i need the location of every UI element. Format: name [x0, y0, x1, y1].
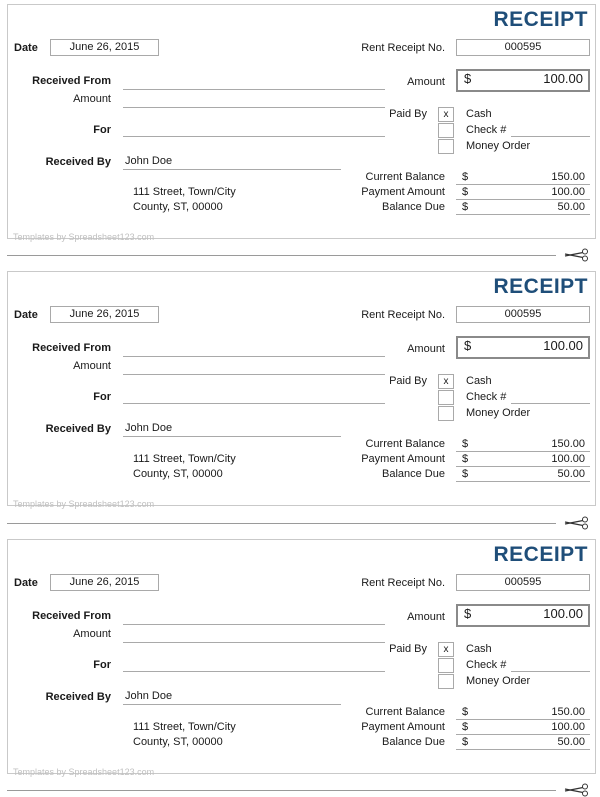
- amount-value: 100.00: [543, 71, 583, 86]
- paid-by-label: Paid By: [389, 108, 427, 120]
- amount-label: Amount: [407, 611, 445, 623]
- amount-in-words-line[interactable]: [123, 107, 385, 108]
- date-label: Date: [14, 577, 38, 589]
- amount-field[interactable]: [456, 604, 590, 627]
- check-number-line[interactable]: [511, 136, 590, 137]
- address-line-1: 111 Street, Town/City: [133, 186, 236, 198]
- for-line[interactable]: [123, 671, 385, 672]
- for-label: For: [93, 659, 111, 671]
- current-balance-label: Current Balance: [365, 438, 445, 450]
- payment-amount-line: [456, 734, 590, 735]
- cash-checkbox[interactable]: x: [438, 107, 454, 122]
- payment-amount-label: Payment Amount: [361, 186, 445, 198]
- received-from-label: Received From: [32, 75, 111, 87]
- received-by-label: Received By: [45, 156, 111, 168]
- payment-amount-label: Payment Amount: [361, 721, 445, 733]
- date-value: June 26, 2015: [69, 41, 140, 53]
- scissors-icon: [563, 783, 589, 797]
- receipt-title: RECEIPT: [493, 8, 588, 31]
- balance-due-currency: $: [462, 468, 469, 480]
- balance-due-label: Balance Due: [382, 736, 445, 748]
- current-balance-label: Current Balance: [365, 171, 445, 183]
- for-label: For: [93, 124, 111, 136]
- date-value: June 26, 2015: [69, 576, 140, 588]
- money-order-checkbox[interactable]: [438, 139, 454, 154]
- for-line[interactable]: [123, 136, 385, 137]
- amount-value: 100.00: [543, 338, 583, 353]
- cut-line: [7, 790, 556, 791]
- check-number-line[interactable]: [511, 671, 590, 672]
- cash-checkbox[interactable]: x: [438, 642, 454, 657]
- amount-label: Amount: [407, 343, 445, 355]
- received-from-label: Received From: [32, 610, 111, 622]
- template-watermark: Templates by Spreadsheet123.com: [13, 767, 155, 777]
- rent-receipt-no-field[interactable]: [456, 39, 590, 56]
- received-by-value: John Doe: [125, 155, 173, 167]
- current-balance-field: [462, 438, 585, 451]
- received-by-line[interactable]: [123, 704, 341, 705]
- payment-amount-label: Payment Amount: [361, 453, 445, 465]
- payment-amount-currency: $: [462, 453, 469, 465]
- address-line-2: County, ST, 00000: [133, 468, 223, 480]
- received-from-line[interactable]: [123, 356, 385, 357]
- received-from-label: Received From: [32, 342, 111, 354]
- balance-due-line: [456, 749, 590, 750]
- balance-due-field: [462, 468, 585, 481]
- amount-in-words-label: Amount: [73, 628, 111, 640]
- cash-label: Cash: [466, 375, 492, 387]
- payment-amount-currency: $: [462, 721, 469, 733]
- receipt-title: RECEIPT: [493, 543, 588, 566]
- cut-line: [7, 255, 556, 256]
- address-line-2: County, ST, 00000: [133, 736, 223, 748]
- amount-value: 100.00: [543, 606, 583, 621]
- scissors-icon: [563, 248, 589, 262]
- balance-due-currency: $: [462, 736, 469, 748]
- current-balance-value: 150.00: [551, 706, 585, 718]
- payment-amount-value: 100.00: [551, 453, 585, 465]
- rent-receipt-no-label: Rent Receipt No.: [361, 309, 445, 321]
- date-value: June 26, 2015: [69, 308, 140, 320]
- check-checkbox[interactable]: [438, 658, 454, 673]
- cash-checkbox[interactable]: x: [438, 374, 454, 389]
- rent-receipt-no-label: Rent Receipt No.: [361, 577, 445, 589]
- received-by-value: John Doe: [125, 690, 173, 702]
- current-balance-currency: $: [462, 438, 469, 450]
- amount-field[interactable]: [456, 69, 590, 92]
- for-label: For: [93, 391, 111, 403]
- amount-currency: $: [464, 71, 472, 86]
- rent-receipt-no-label: Rent Receipt No.: [361, 42, 445, 54]
- balance-due-value: 50.00: [557, 736, 585, 748]
- date-label: Date: [14, 309, 38, 321]
- date-field[interactable]: [50, 574, 159, 591]
- cut-line: [7, 523, 556, 524]
- balance-due-line: [456, 214, 590, 215]
- current-balance-line: [456, 719, 590, 720]
- current-balance-line: [456, 184, 590, 185]
- receipt-title: RECEIPT: [493, 275, 588, 298]
- address-line-2: County, ST, 00000: [133, 201, 223, 213]
- payment-amount-value: 100.00: [551, 186, 585, 198]
- payment-amount-line: [456, 466, 590, 467]
- rent-receipt-no-field[interactable]: [456, 574, 590, 591]
- date-label: Date: [14, 42, 38, 54]
- amount-in-words-label: Amount: [73, 360, 111, 372]
- money-order-label: Money Order: [466, 675, 531, 687]
- cash-label: Cash: [466, 108, 492, 120]
- current-balance-currency: $: [462, 171, 469, 183]
- balance-due-field: [462, 201, 585, 214]
- money-order-label: Money Order: [466, 407, 531, 419]
- paid-by-label: Paid By: [389, 643, 427, 655]
- payment-amount-line: [456, 199, 590, 200]
- received-from-line[interactable]: [123, 624, 385, 625]
- amount-in-words-line[interactable]: [123, 642, 385, 643]
- balance-due-label: Balance Due: [382, 468, 445, 480]
- payment-amount-value: 100.00: [551, 721, 585, 733]
- receipt-card: [7, 4, 596, 242]
- balance-due-value: 50.00: [557, 201, 585, 213]
- template-watermark: Templates by Spreadsheet123.com: [13, 499, 155, 509]
- rent-receipt-no-value: 000595: [504, 576, 542, 588]
- balance-due-line: [456, 481, 590, 482]
- check-number-line[interactable]: [511, 403, 590, 404]
- current-balance-value: 150.00: [551, 438, 585, 450]
- current-balance-currency: $: [462, 706, 469, 718]
- amount-currency: $: [464, 338, 472, 353]
- amount-label: Amount: [407, 76, 445, 88]
- payment-amount-currency: $: [462, 186, 469, 198]
- date-field[interactable]: [50, 39, 159, 56]
- received-from-line[interactable]: [123, 89, 385, 90]
- payment-amount-field: [462, 453, 585, 466]
- received-by-line[interactable]: [123, 436, 341, 437]
- for-line[interactable]: [123, 403, 385, 404]
- current-balance-field: [462, 706, 585, 719]
- amount-in-words-line[interactable]: [123, 374, 385, 375]
- received-by-line[interactable]: [123, 169, 341, 170]
- payment-amount-field: [462, 186, 585, 199]
- current-balance-line: [456, 451, 590, 452]
- money-order-checkbox[interactable]: [438, 406, 454, 421]
- rent-receipt-no-value: 000595: [504, 41, 542, 53]
- balance-due-value: 50.00: [557, 468, 585, 480]
- rent-receipt-no-value: 000595: [504, 308, 542, 320]
- address-line-1: 111 Street, Town/City: [133, 721, 236, 733]
- amount-field[interactable]: [456, 336, 590, 359]
- check-label: Check #: [466, 391, 507, 403]
- scissors-icon: [563, 516, 589, 530]
- check-label: Check #: [466, 124, 507, 136]
- amount-currency: $: [464, 606, 472, 621]
- current-balance-field: [462, 171, 585, 184]
- balance-due-label: Balance Due: [382, 201, 445, 213]
- template-watermark: Templates by Spreadsheet123.com: [13, 232, 155, 242]
- receipt-card: [7, 539, 596, 777]
- paid-by-label: Paid By: [389, 375, 427, 387]
- money-order-label: Money Order: [466, 140, 531, 152]
- balance-due-currency: $: [462, 201, 469, 213]
- payment-amount-field: [462, 721, 585, 734]
- date-field[interactable]: [50, 306, 159, 323]
- check-label: Check #: [466, 659, 507, 671]
- amount-in-words-label: Amount: [73, 93, 111, 105]
- received-by-label: Received By: [45, 423, 111, 435]
- check-checkbox[interactable]: [438, 390, 454, 405]
- receipt-card: [7, 271, 596, 509]
- current-balance-value: 150.00: [551, 171, 585, 183]
- check-checkbox[interactable]: [438, 123, 454, 138]
- received-by-label: Received By: [45, 691, 111, 703]
- address-line-1: 111 Street, Town/City: [133, 453, 236, 465]
- received-by-value: John Doe: [125, 422, 173, 434]
- rent-receipt-no-field[interactable]: [456, 306, 590, 323]
- balance-due-field: [462, 736, 585, 749]
- money-order-checkbox[interactable]: [438, 674, 454, 689]
- cash-label: Cash: [466, 643, 492, 655]
- current-balance-label: Current Balance: [365, 706, 445, 718]
